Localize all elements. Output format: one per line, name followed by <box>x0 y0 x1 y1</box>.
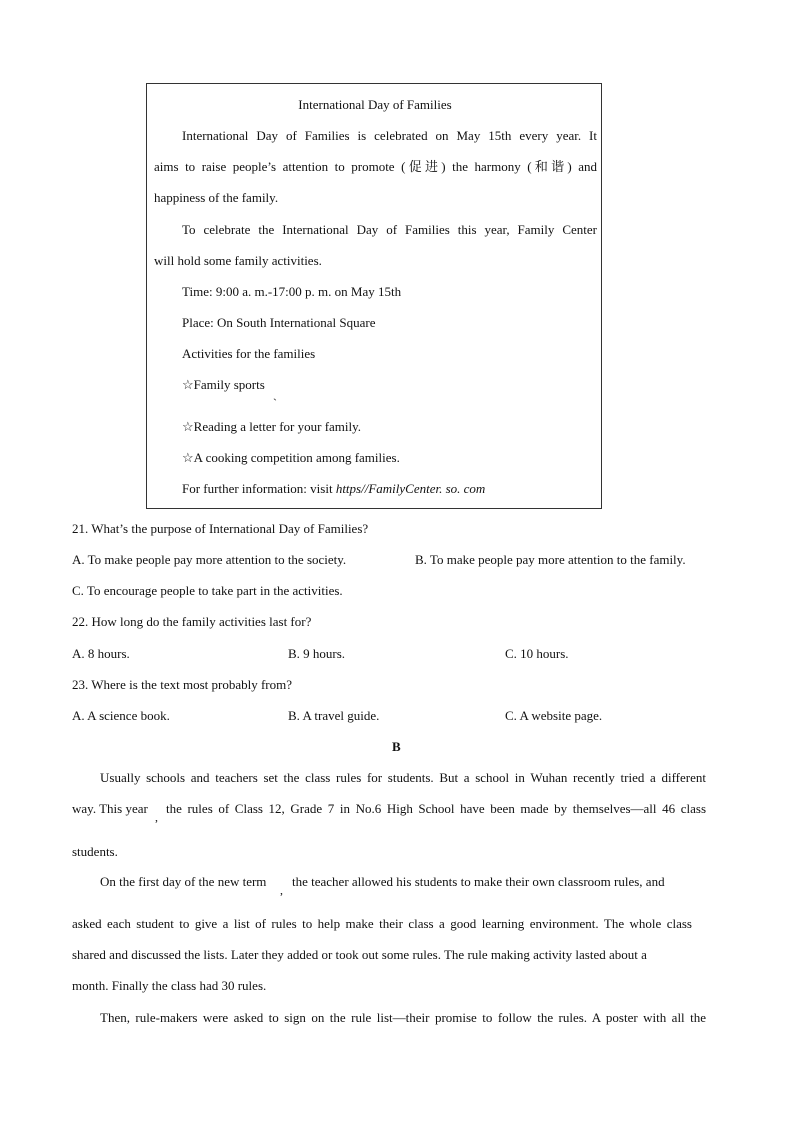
q21-stem: 21. What’s the purpose of International Day of Families? <box>72 521 369 536</box>
further-info-prefix: For further information: visit <box>182 481 336 496</box>
q22-option-c: C. 10 hours. <box>505 646 569 661</box>
q23-stem: 23. Where is the text most probably from? <box>72 677 292 692</box>
q22-option-b: B. 9 hours. <box>288 646 346 661</box>
notice-activities-heading: Activities for the families <box>182 346 316 361</box>
b-p2-line1-end: the teacher allowed his students to make their own classroom rules, and <box>292 874 665 889</box>
b-p1-line2-end: the rules of Class 12, Grade 7 in No.6 High School have been made by themselves—all 46 class <box>166 801 706 816</box>
notice-title: International Day of Families <box>298 97 452 112</box>
further-info-url: https//FamilyCenter. so. com <box>335 481 486 496</box>
notice-activity-1: ☆Family sports <box>182 377 265 392</box>
q22-option-a: A. 8 hours. <box>72 646 130 661</box>
b-p2-line3: shared and discussed the lists. Later they added or took out some rules. The rule making activity lasted about a <box>72 947 647 962</box>
b-p1-line2-start: way. This year <box>72 801 148 816</box>
q23-option-b: B. A travel guide. <box>288 708 380 723</box>
section-b-label: B <box>392 739 401 754</box>
b-p2-line1-start: On the first day of the new term <box>100 874 267 889</box>
q21-option-a: A. To make people pay more attention to the society. <box>72 552 347 567</box>
b-p3-line1: Then, rule-makers were asked to sign on the rule list—their promise to follow the rules. A poster with all the <box>100 1010 706 1025</box>
notice-activity-3: ☆A cooking competition among families. <box>182 450 400 465</box>
b-p1-line1: Usually schools and teachers set the class rules for students. But a school in Wuhan recently tried a different <box>100 770 706 785</box>
b-p2-line4: month. Finally the class had 30 rules. <box>72 978 267 993</box>
b-p1-comma: , <box>155 810 158 824</box>
q23-option-a: A. A science book. <box>72 708 170 723</box>
q22-stem: 22. How long do the family activities last for? <box>72 614 312 629</box>
notice-time: Time: 9:00 a. m.-17:00 p. m. on May 15th <box>182 284 402 299</box>
q23-option-c: C. A website page. <box>505 708 603 723</box>
notice-box <box>146 83 602 509</box>
notice-further-info <box>182 481 485 497</box>
notice-para1-line1: International Day of Families is celebrated on May 15th every year. It <box>182 128 597 143</box>
q21-option-b: B. To make people pay more attention to the family. <box>415 552 686 567</box>
b-p2-line2: asked each student to give a list of rules to help make their class a good learning environment. The whole class <box>72 916 692 931</box>
notice-activity-2: ☆Reading a letter for your family. <box>182 419 362 434</box>
notice-place: Place: On South International Square <box>182 315 376 330</box>
notice-para1-line2: aims to raise people’s attention to promote (促进) the harmony (和谐) and <box>154 159 597 174</box>
stray-mark: ˎ <box>273 387 277 401</box>
q21-option-c: C. To encourage people to take part in the activities. <box>72 583 343 598</box>
b-p2-comma: , <box>280 883 283 897</box>
notice-para1-line3: happiness of the family. <box>154 190 279 205</box>
notice-para2-line1: To celebrate the International Day of Families this year, Family Center <box>182 222 597 237</box>
b-p1-line3: students. <box>72 844 118 859</box>
notice-para2-line2: will hold some family activities. <box>154 253 322 268</box>
